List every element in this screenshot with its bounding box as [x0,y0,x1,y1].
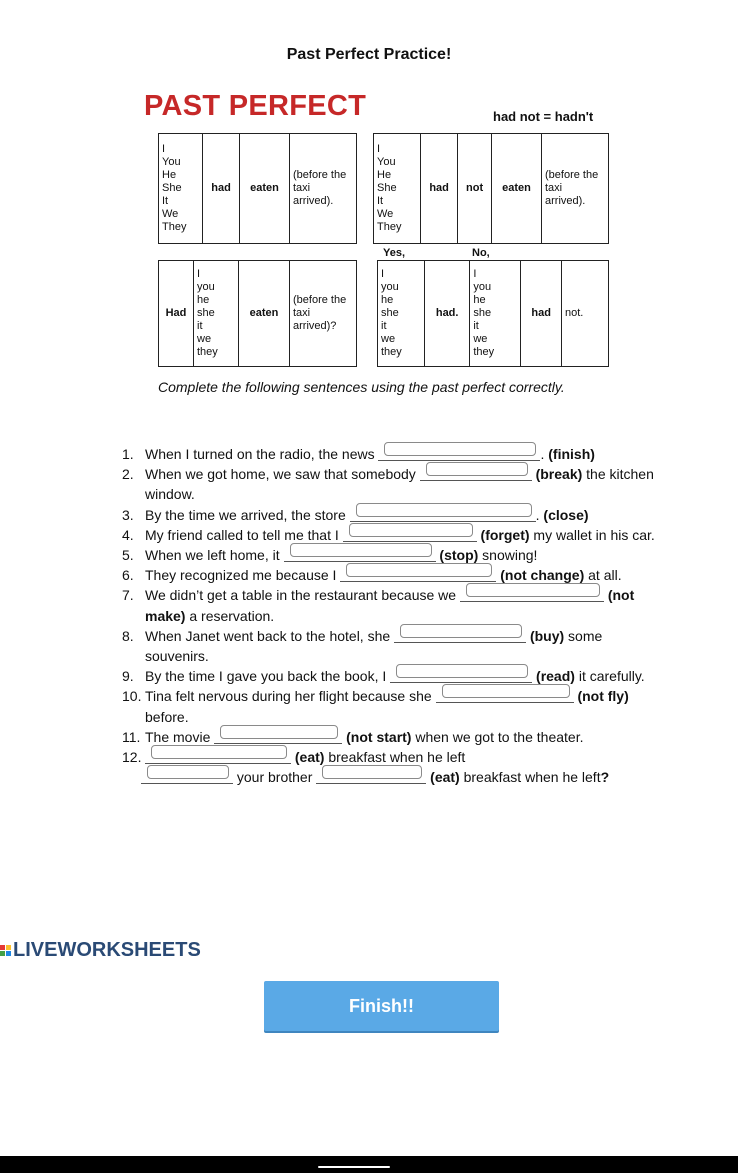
sentence-text: a reservation. [185,607,275,624]
answer-blank [436,687,574,703]
answer-input[interactable] [384,442,536,456]
negation-not: not. [562,261,609,367]
item-number: 4. [122,526,134,543]
verb-hint: (close) [543,506,589,523]
verb-hint: (eat) [294,749,325,766]
sentence-text: When I turned on the radio, the news [145,446,379,462]
item-number: 1. [122,446,134,462]
sentence-text: your brother [233,769,317,786]
item-number: 10. [122,688,142,705]
answer-blank [284,546,436,562]
liveworksheets-logo[interactable] [0,939,201,962]
contraction-note: had not = hadn't [493,109,594,124]
participle-eaten: eaten [491,134,541,244]
pronoun-list: I you he she it we they [470,261,521,367]
pronoun-list: I you he she it we they [378,261,425,367]
sentence-text: When Janet went back to the hotel, she [145,627,395,644]
sentence-text: We didn’t get a table in the restaurant because we [145,587,460,604]
exercise-item [122,747,665,767]
answer-input[interactable] [400,624,522,638]
answer-input[interactable] [346,563,492,577]
answer-blank [378,445,540,461]
answer-input[interactable] [356,503,532,517]
exercise-item [122,727,665,747]
page-title: Past Perfect Practice! [286,46,452,63]
no-label: No, [472,247,490,259]
instruction: Complete the following sentences using the past perfect correctly. [158,379,565,395]
verb-hint: (break) [535,466,583,483]
answer-blank [420,465,532,481]
answer-input[interactable] [426,462,528,476]
aux-had: had [203,134,240,244]
time-clause: (before the taxi arrived). [290,134,357,244]
answer-blank [343,526,477,542]
sentence-text: at all. [584,567,622,584]
logo-blocks-icon [0,945,11,956]
negative-table [373,133,609,244]
sentence-text: By the time I gave you back the book, I [145,668,391,685]
exercise-list [122,444,665,787]
question-table [158,260,357,367]
answer-input[interactable] [290,543,432,557]
verb-hint: (read) [536,668,575,685]
pronoun-list: I You He She It We They [159,134,203,244]
answer-input[interactable] [147,765,229,779]
item-number: 11. [122,728,141,745]
exercise-item [122,686,665,726]
exercise-item [145,767,665,787]
verb-hint: (not start) [346,728,412,745]
answer-blank [394,627,526,643]
sentence-text: Tina felt nervous during her flight because she [145,688,436,705]
answer-blank [390,667,532,683]
exercise-item: 3. By the time we arrived, the store . (close) [145,505,665,525]
exercise-item [122,666,665,686]
participle-eaten: eaten [240,134,290,244]
exercise-item: 1. When I turned on the radio, the news . (finish) [145,444,665,464]
verb-hint: (buy) [529,627,565,644]
exercise-item [122,565,665,585]
time-clause: (before the taxi arrived). [542,134,609,244]
item-number: 5. [122,547,134,564]
item-number: 7. [122,587,134,604]
verb-hint: (eat) [430,769,460,786]
item-number: 8. [122,627,134,644]
sentence-text: the kitchen window. [145,466,654,503]
sentence-text: snowing! [478,547,538,564]
sentence-text: When we left home, it [145,547,284,564]
aux-had: had. [425,261,470,367]
answer-input[interactable] [466,583,600,597]
logo-text: LIVEWORKSHEETS [13,939,201,961]
exercise-item [122,585,665,625]
sentence-text: They recognized me because I [145,567,341,584]
answer-input[interactable] [396,664,528,678]
time-clause: (before the taxi arrived)? [290,261,357,367]
answer-input[interactable] [322,765,422,779]
sentence-text: breakfast when he left [324,749,466,766]
verb-hint: (not change) [500,567,585,584]
home-indicator[interactable] [318,1166,390,1168]
sentence-text: before. [145,708,189,725]
item-number: 3. [122,506,134,523]
answer-input[interactable] [220,725,338,739]
verb-hint: (not fly) [577,688,629,705]
aux-had: had [521,261,562,367]
answer-input[interactable] [349,523,473,537]
exercise-item [122,545,665,565]
exercise-item [122,525,665,545]
past-perfect-heading: PAST PERFECT [144,90,367,122]
item-number: 6. [122,567,134,584]
answer-blank [214,728,342,744]
affirmative-table [158,133,357,244]
answer-input[interactable] [442,684,570,698]
answer-blank [350,506,536,522]
item-number: 2. [122,466,134,483]
item-number: 9. [122,668,134,685]
sentence-text: some souvenirs. [145,627,603,665]
pronoun-list: I You He She It We They [374,134,421,244]
item-number: 12. [122,749,142,766]
participle-eaten: eaten [239,261,290,367]
answer-input[interactable] [151,745,287,759]
system-nav-bar [0,1156,738,1173]
sentence-text: My friend called to tell me that I [145,526,343,543]
short-answer-table [377,260,609,367]
sentence-text: when we got to the theater. [411,728,584,745]
aux-had: had [421,134,458,244]
answer-blank [141,768,233,784]
answer-blank [340,566,496,582]
sentence-text: breakfast when he left [459,769,601,786]
sentence-text: The movie [145,728,215,745]
exercise-item [122,626,665,666]
negation-not: not [458,134,492,244]
sentence-text: By the time we arrived, the store [145,506,350,523]
verb-hint: (forget) [480,526,530,543]
sentence-text: it carefully. [574,668,645,685]
answer-blank [316,768,426,784]
sentence-text: When we got home, we saw that somebody [145,466,420,483]
finish-button[interactable]: Finish!! [264,981,499,1031]
yes-label: Yes, [383,247,406,259]
question-mark: ? [600,769,610,786]
aux-had: Had [159,261,194,367]
sentence-text: my wallet in his car. [529,526,655,543]
answer-blank [460,586,604,602]
pronoun-list: I you he she it we they [194,261,239,367]
answer-blank [145,748,291,764]
exercise-item [122,464,665,504]
verb-hint: (finish) [548,446,595,462]
verb-hint: (not make) [145,587,635,624]
verb-hint: (stop) [439,547,479,564]
